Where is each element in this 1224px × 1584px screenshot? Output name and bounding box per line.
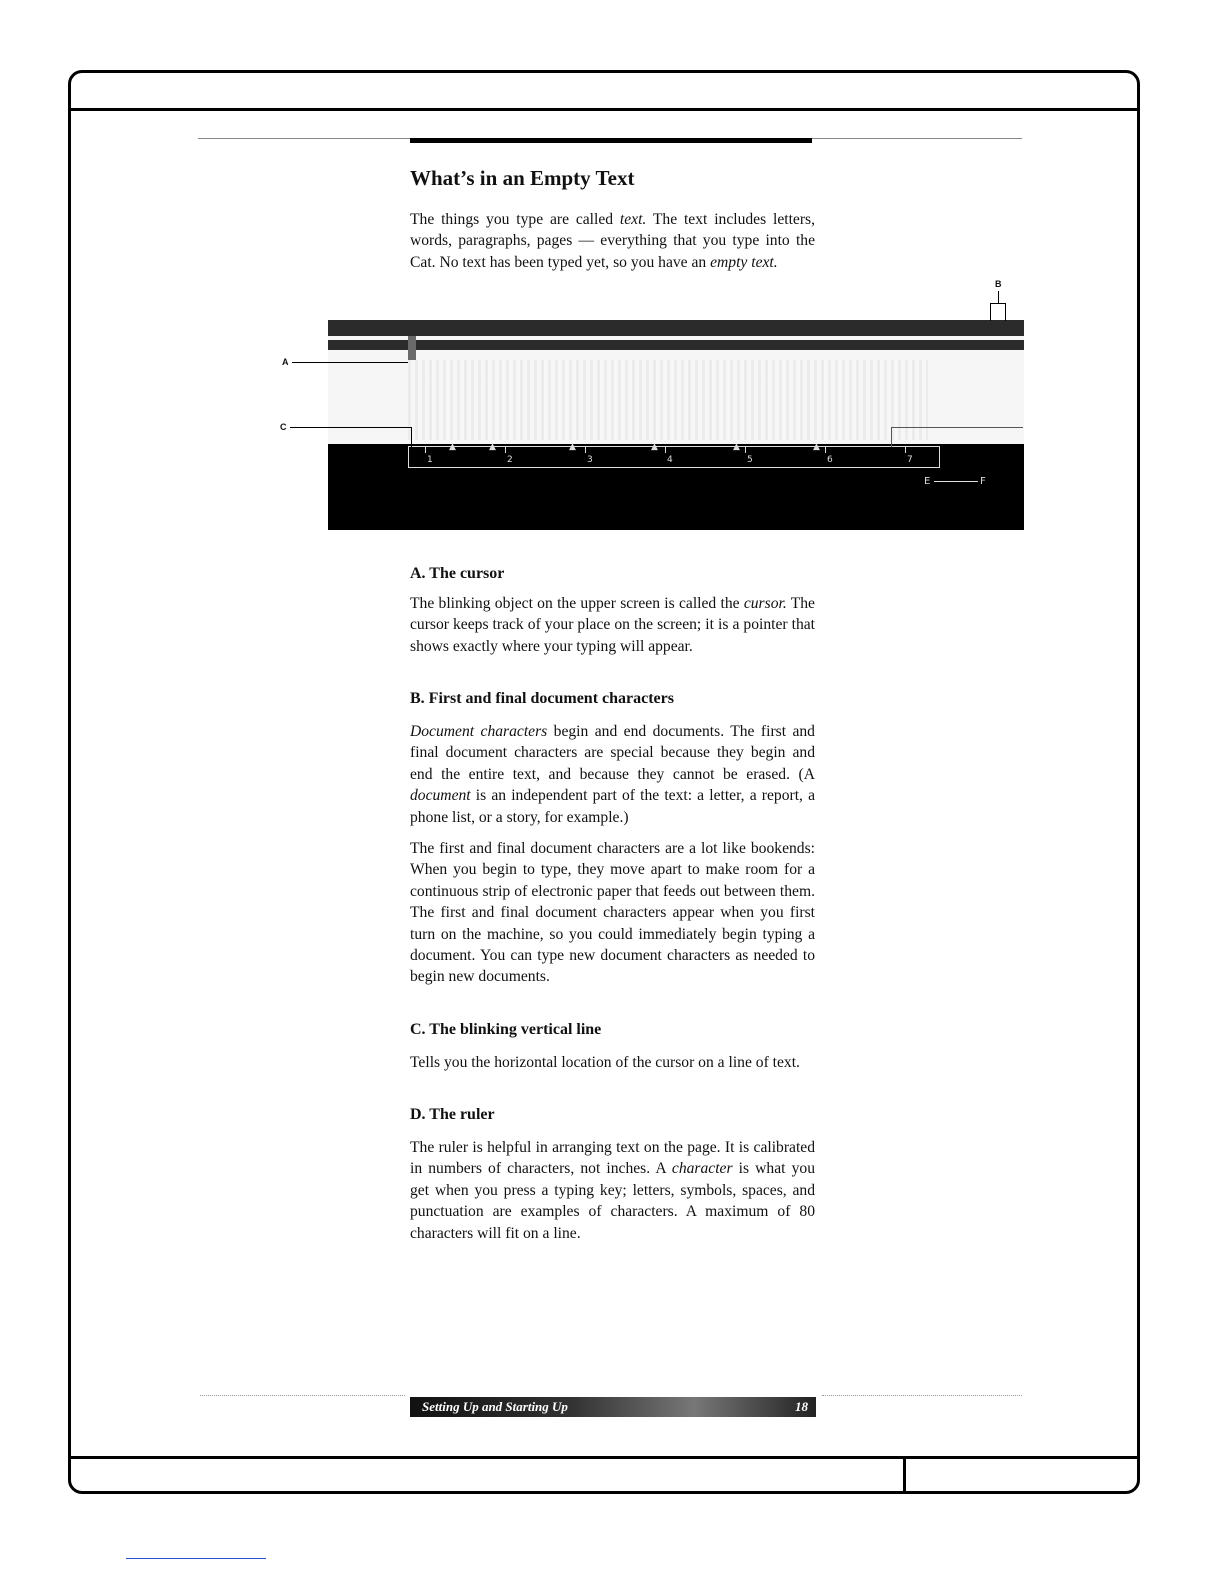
top-rule-accent	[410, 138, 812, 143]
screen-illustration	[328, 320, 1024, 530]
upper-screen-bar-2	[328, 340, 1024, 350]
item-d-paragraph: The ruler is helpful in arranging text on the page. It is calibrated in numbers of characters, not inches. A character is what you get when you press a typing key; letters, symbols, spaces, and punctuation are examples of characters. A maximum of 80 characters will fit on a line.	[410, 1139, 815, 1242]
callout-c-line	[290, 427, 411, 428]
upper-screen-bar	[328, 320, 1024, 336]
callout-c-line-down	[411, 427, 412, 447]
tab-stop-icon: ▲	[733, 442, 740, 452]
callout-b-bracket-l	[990, 303, 991, 321]
ruler-number: 1	[427, 455, 433, 465]
tab-stop-icon: ▲	[813, 442, 820, 452]
item-b-paragraph-1: Document characters begin and end documents. The first and final document characters are special because they begin and end the entire text, and because they cannot be erased. (A document is an independent part of the text: a letter, a report, a phone list, or a story, for example.)	[410, 723, 815, 826]
tab-stop-icon: ▲	[569, 442, 576, 452]
slider-track	[934, 481, 978, 482]
running-footer	[410, 1397, 816, 1417]
cursor	[408, 336, 416, 360]
footer-title: Setting Up and Starting Up	[422, 1399, 568, 1414]
item-a-paragraph: The blinking object on the upper screen is called the cursor. The cursor keeps track of your place on the screen; it is a pointer that shows exactly where your typing will appear.	[410, 595, 815, 655]
page-title: What’s in an Empty Text	[410, 166, 635, 190]
item-b-title: B. First and final document characters	[410, 690, 674, 707]
callout-c: C	[280, 422, 287, 432]
item-c-title: C. The blinking vertical line	[410, 1021, 602, 1038]
ruler-number: 5	[747, 455, 753, 465]
item-d-title: D. The ruler	[410, 1106, 495, 1123]
callout-b-line	[998, 291, 999, 303]
ruler	[408, 442, 940, 468]
item-c-paragraph: Tells you the horizontal location of the cursor on a line of text.	[410, 1054, 800, 1071]
frame-footer-divider	[68, 1456, 1140, 1459]
callout-a: A	[282, 357, 289, 367]
tab-stop-icon: ▲	[489, 442, 496, 452]
footer-dots-left	[200, 1395, 405, 1397]
callout-a-line	[292, 362, 408, 363]
callout-d-line-down	[891, 427, 892, 447]
ruler-number: 6	[827, 455, 833, 465]
ruler-number: 3	[587, 455, 593, 465]
callout-d-line	[891, 427, 1023, 428]
item-a-title: A. The cursor	[410, 565, 505, 582]
footer-link-underline	[126, 1558, 266, 1559]
callout-b-bracket	[990, 303, 1006, 304]
ruler-number: 4	[667, 455, 673, 465]
slider-left-label: E	[924, 476, 931, 487]
page-number-footer: 18	[795, 1399, 808, 1414]
callout-b: B	[995, 279, 1002, 289]
callout-b-bracket-r	[1005, 303, 1006, 321]
item-b-paragraph-2: The first and final document characters are a lot like bookends: When you begin to type, they move apart to make room for a continuous strip of electronic paper that feeds out between them. The first and final document characters appear when you first turn on the machine, so you could immediately begin typing a document. You can type new document characters as needed to begin new documents.	[410, 840, 815, 986]
intro-paragraph: The things you type are called text. The text includes letters, words, paragraphs, pages — everything that you type into the Cat. No text has been typed yet, so you have an empty text.	[410, 211, 816, 271]
frame-header-divider	[68, 108, 1140, 111]
frame-footer-split	[903, 1456, 906, 1494]
screen-faded-text	[408, 360, 928, 440]
footer-dots-right	[822, 1395, 1022, 1397]
ruler-number: 2	[507, 455, 513, 465]
slider-right-label: F	[980, 476, 986, 487]
tab-stop-icon: ▲	[449, 442, 456, 452]
tab-stop-icon: ▲	[651, 442, 658, 452]
ruler-number: 7	[907, 455, 913, 465]
